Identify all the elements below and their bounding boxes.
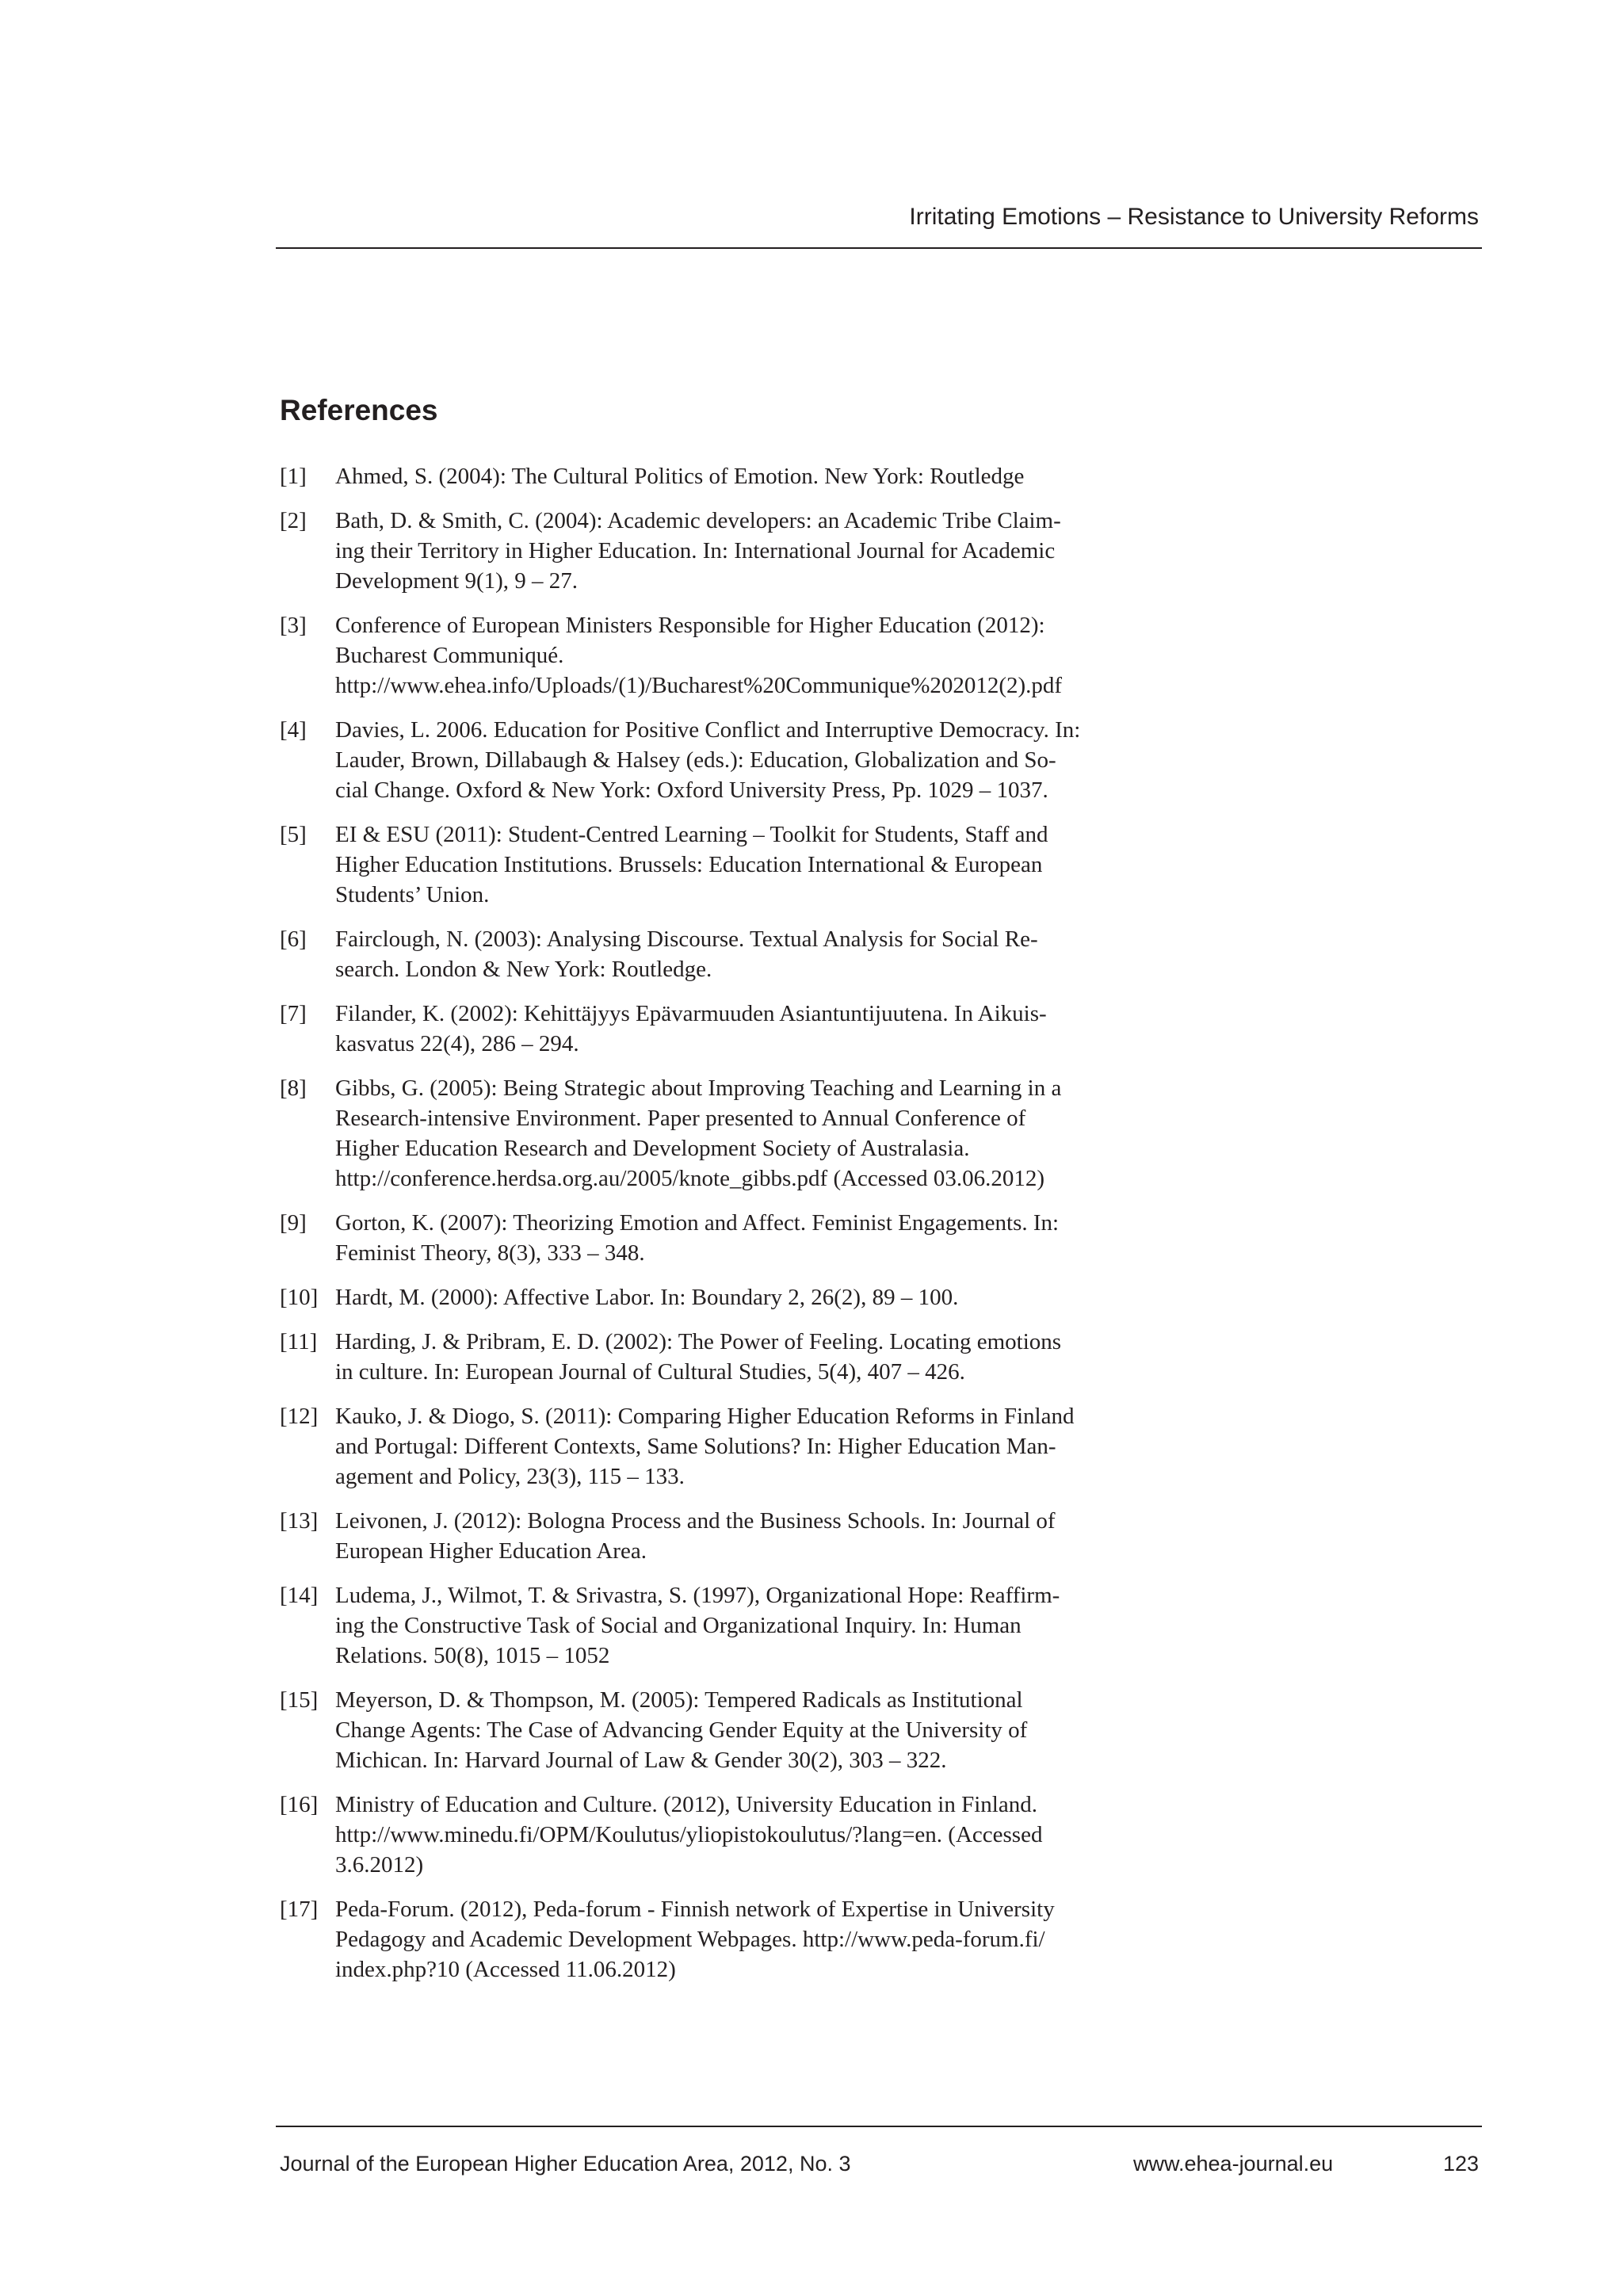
reference-text: Fairclough, N. (2003): Analysing Discourse. Textual Analysis for Social Re- search. London & New York: Routledge. [335,926,1038,982]
reference-number: [7] [280,1001,307,1026]
references-heading: References [280,394,438,426]
reference-text: Meyerson, D. & Thompson, M. (2005): Tempered Radicals as Institutional Change Agents: The Case of Advancing Gender Equity at the University of Michican. In: Harvard Journal of Law & Gender 30(2), 303 – 322. [335,1687,1028,1773]
reference-number: [15] [280,1687,319,1713]
reference-item [280,715,1151,805]
reference-number: [9] [280,1210,307,1236]
reference-item [280,1401,1151,1492]
reference-text: Ahmed, S. (2004): The Cultural Politics of Emotion. New York: Routledge [335,464,1025,489]
reference-number: [6] [280,926,307,952]
reference-item [280,999,1151,1059]
reference-text: Ludema, J., Wilmot, T. & Srivastra, S. (1997), Organizational Hope: Reaffirm- ing the Constructive Task of Social and Organizational Inquiry. In: Human Relations. 50(8), 1015 – 1052 [335,1583,1060,1668]
reference-text: Bath, D. & Smith, C. (2004): Academic developers: an Academic Tribe Claim- ing their Territory in Higher Education. In: International Journal for Academic Development 9(1), 9 – 27. [335,508,1061,594]
running-header-title: Irritating Emotions – Resistance to University Reforms [909,204,1479,230]
reference-number: [16] [280,1792,319,1817]
reference-item [280,1790,1151,1880]
reference-item [280,1685,1151,1775]
reference-number: [1] [280,464,307,489]
reference-number: [12] [280,1404,319,1429]
reference-number: [17] [280,1897,319,1922]
reference-item [280,1073,1151,1194]
header-divider [276,247,1482,249]
reference-text: Leivonen, J. (2012): Bologna Process and the Business Schools. In: Journal of European Higher Education Area. [335,1508,1056,1564]
reference-number: [4] [280,717,307,743]
reference-item [280,1506,1151,1566]
reference-item [280,1894,1151,1985]
reference-text: Gibbs, G. (2005): Being Strategic about Improving Teaching and Learning in a Research-intensive Environment. Paper presented to Annual Conference of Higher Education Research and Development Society of Australasia. http://conference.herdsa.org.au/2005/knote_gibbs.pdf (Accessed 03.06.2012) [335,1075,1062,1191]
reference-item [280,819,1151,910]
footer-website: www.ehea-journal.eu [1133,2152,1334,2176]
reference-text: Gorton, K. (2007): Theorizing Emotion and Affect. Feminist Engagements. In: Feminist Theory, 8(3), 333 – 348. [335,1210,1060,1266]
reference-number: [13] [280,1508,319,1534]
reference-text: Ministry of Education and Culture. (2012), University Education in Finland. http://www.minedu.fi/OPM/Koulutus/yliopistokoulutus/?lang=en. (Accessed 3.6.2012) [335,1792,1043,1878]
reference-number: [14] [280,1583,319,1608]
footer-divider [276,2126,1482,2127]
reference-item [280,1327,1151,1387]
reference-text: Peda-Forum. (2012), Peda-forum - Finnish network of Expertise in University Pedagogy and Academic Development Webpages. http://www.peda-forum.fi/ index.php?10 (Accessed 11.06.2012) [335,1897,1055,1982]
reference-number: [11] [280,1329,318,1354]
reference-text: Davies, L. 2006. Education for Positive Conflict and Interruptive Democracy. In: Lauder, Brown, Dillabaugh & Halsey (eds.): Education, Globalization and So- cial Change. Oxford & New York: Oxford University Press, Pp. 1029 – 1037. [335,717,1081,803]
reference-text: Hardt, M. (2000): Affective Labor. In: Boundary 2, 26(2), 89 – 100. [335,1285,959,1310]
reference-item [280,924,1151,984]
reference-number: [2] [280,508,307,533]
reference-number: [8] [280,1075,307,1101]
reference-item [280,506,1151,596]
reference-text: Filander, K. (2002): Kehittäjyys Epävarmuuden Asiantuntijuutena. In Aikuis- kasvatus 22(4), 286 – 294. [335,1001,1047,1056]
reference-number: [10] [280,1285,319,1310]
reference-item [280,1208,1151,1268]
reference-text: EI & ESU (2011): Student-Centred Learning – Toolkit for Students, Staff and Higher Education Institutions. Brussels: Education International & European Students’ Union. [335,822,1048,907]
reference-item [280,461,1151,491]
footer-journal-name: Journal of the European Higher Education Area, 2012, No. 3 [280,2152,851,2176]
reference-number: [3] [280,613,307,638]
reference-text: Kauko, J. & Diogo, S. (2011): Comparing Higher Education Reforms in Finland and Portugal: Different Contexts, Same Solutions? In: Higher Education Man- agement and Policy, 23(3), 115 – 133. [335,1404,1075,1489]
reference-item [280,1282,1151,1312]
page-number: 123 [1442,2152,1479,2176]
reference-text: Conference of European Ministers Responsible for Higher Education (2012): Bucharest Communiqué. http://www.ehea.info/Uploads/(1)/Bucharest%20Communique%202012(2).pdf [335,613,1063,698]
reference-item [280,610,1151,701]
reference-list [280,461,1151,1999]
reference-number: [5] [280,822,307,847]
reference-item [280,1580,1151,1671]
reference-text: Harding, J. & Pribram, E. D. (2002): The Power of Feeling. Locating emotions in culture. In: European Journal of Cultural Studies, 5(4), 407 – 426. [335,1329,1062,1385]
